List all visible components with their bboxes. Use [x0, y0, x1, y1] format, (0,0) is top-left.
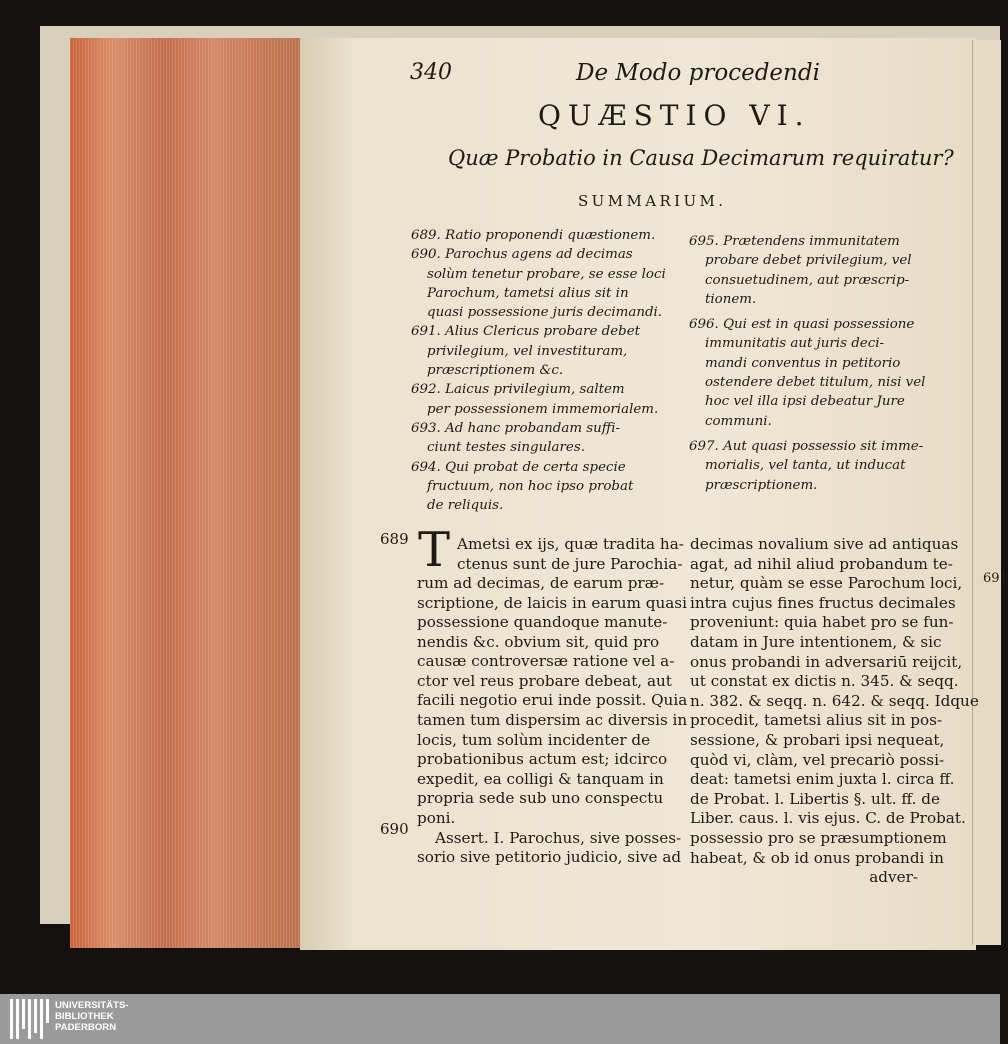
- drop-cap: T: [418, 522, 451, 578]
- body-line: ut constat ex dictis n. 345. & seqq.: [690, 672, 959, 691]
- body-line: datam in Jure intentionem, & sic: [690, 632, 942, 651]
- body-line: habeat, & ob id onus probandi in: [690, 848, 944, 867]
- summary-line: probare debet privilegium, vel: [705, 253, 912, 269]
- summary-line: morialis, vel tanta, ut inducat: [705, 458, 906, 474]
- body-line: causæ controversæ ratione vel a-: [417, 652, 675, 671]
- summary-line: ciunt testes singulares.: [427, 440, 585, 456]
- summary-line: hoc vel illa ipsi debeatur Jure: [705, 394, 905, 410]
- summary-line: consuetudinem, aut præscrip-: [705, 272, 910, 288]
- body-line: locis, tum solùm incidenter de: [417, 730, 651, 749]
- body-line: facili negotio erui inde possit. Quia: [417, 691, 688, 710]
- summary-line: Parochum, tametsi alius sit in: [427, 285, 629, 301]
- summary-line: 691. Alius Clericus probare debet: [411, 324, 640, 340]
- body-line: tamen tum dispersim ac diversis in: [417, 710, 688, 729]
- body-line: Ametsi ex ijs, quæ tradita ha-: [457, 535, 684, 553]
- body-line: poni.: [417, 808, 456, 827]
- summary-line: mandi conventus in petitorio: [705, 355, 901, 371]
- quaestio-heading: QUÆSTIO VI.: [538, 99, 811, 132]
- summary-line: 694. Qui probat de certa specie: [411, 459, 626, 475]
- body-line: netur, quàm se esse Parochum loci,: [690, 574, 963, 593]
- body-line: decimas novalium sive ad antiquas: [690, 535, 959, 553]
- body-line: proveniunt: quia habet pro se fun-: [690, 613, 954, 632]
- summary-line: 689. Ratio proponendi quæstionem.: [411, 228, 656, 243]
- body-line: Assert. I. Parochus, sive posses-: [435, 828, 682, 847]
- summary-line: 690. Parochus agens ad decimas: [411, 247, 633, 263]
- body-line: possessione quandoque manute-: [417, 613, 668, 631]
- margin-number-690: 690: [380, 820, 409, 838]
- body-line: probationibus actum est; idcirco: [417, 750, 668, 769]
- summary-line: solùm tenetur probare, se esse loci: [427, 266, 666, 282]
- summary-line: ostendere debet titulum, nisi vel: [705, 375, 926, 391]
- body-line: quòd vi, clàm, vel precariò possi-: [690, 750, 945, 769]
- summary-line: 693. Ad hanc probandam suffi-: [411, 420, 621, 436]
- library-name-line: UNIVERSITÄTS-: [55, 1000, 129, 1011]
- summary-right-column: [689, 232, 925, 495]
- body-line: procedit, tametsi alius sit in pos-: [690, 711, 943, 730]
- body-line: intra cujus fines fructus decimales: [690, 593, 956, 612]
- body-line: de Probat. l. Libertis §. ult. ff. de: [690, 789, 940, 808]
- body-line: deat: tametsi enim juxta l. circa ff.: [690, 770, 955, 789]
- body-right-column: [690, 535, 979, 888]
- body-line: adver-: [869, 868, 918, 887]
- body-line: propria sede sub uno conspectu: [417, 789, 664, 808]
- body-line: sessione, & probari ipsi nequeat,: [690, 730, 945, 749]
- summary-left-column: [411, 226, 666, 515]
- body-line: expedit, ea colligi & tanquam in: [417, 769, 664, 788]
- library-footer: [0, 994, 1000, 1044]
- margin-number-689: 689: [380, 530, 409, 548]
- summary-line: tionem.: [705, 291, 757, 307]
- summary-line: per possessionem immemorialem.: [427, 401, 659, 417]
- summarium-heading: SUMMARIUM.: [578, 192, 727, 210]
- next-page-margin-number: 691: [983, 571, 1008, 586]
- page-edges: [70, 38, 306, 948]
- running-head: De Modo procedendi: [576, 60, 820, 86]
- body-line: Liber. caus. l. vis ejus. C. de Probat.: [690, 809, 966, 828]
- library-name-line: BIBLIOTHEK: [55, 1011, 114, 1023]
- summary-line: præscriptionem &c.: [427, 363, 564, 379]
- body-left-column: [417, 613, 687, 868]
- body-line: ctenus sunt de jure Parochia-: [457, 554, 683, 573]
- summary-line: 692. Laicus privilegium, saltem: [411, 382, 625, 398]
- body-line: rum ad decimas, de earum præ-: [417, 574, 665, 593]
- summary-line: 695. Prætendens immunitatem: [689, 234, 900, 249]
- body-line: scriptione, de laicis in earum quasi: [417, 593, 687, 612]
- summary-line: privilegium, vel investituram,: [427, 343, 628, 359]
- summary-line: de reliquis.: [427, 498, 504, 514]
- summary-line: quasi possessione juris decimandi.: [427, 305, 663, 321]
- body-line: nendis &c. obvium sit, quid pro: [417, 632, 660, 651]
- body-line: onus probandi in adversariū reijcit,: [690, 652, 963, 671]
- library-name: [55, 1000, 129, 1034]
- body-left-intro: [417, 535, 687, 613]
- body-line: sorio sive petitorio judicio, sive ad: [417, 848, 682, 867]
- summary-line: 696. Qui est in quasi possessione: [689, 317, 915, 333]
- library-logo-icon: [10, 999, 50, 1039]
- page-number: 340: [410, 60, 452, 85]
- summary-line: fructuum, non hoc ipso probat: [427, 478, 634, 494]
- summary-line: præscriptionem.: [705, 477, 818, 493]
- library-name-line: PADERBORN: [55, 1022, 117, 1034]
- body-line: ctor vel reus probare debeat, aut: [417, 671, 672, 690]
- body-line: possessio pro se præsumptionem: [690, 828, 947, 847]
- summary-line: communi.: [705, 413, 772, 429]
- body-line: agat, ad nihil aliud probandum te-: [690, 554, 953, 573]
- summary-line: immunitatis aut juris deci-: [705, 336, 885, 352]
- question-title: Quæ Probatio in Causa Decimarum requiratur?: [448, 146, 954, 170]
- summary-line: 697. Aut quasi possessio sit imme-: [689, 438, 924, 454]
- body-line: n. 382. & seqq. n. 642. & seqq. Idque: [690, 691, 979, 710]
